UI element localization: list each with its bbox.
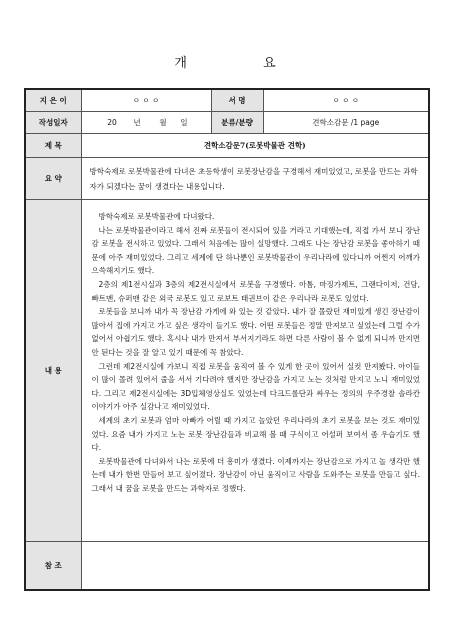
content-paragraph: 로봇들을 보니까 내가 꼭 장난감 가게에 와 있는 것 같았다. 내가 잘 몰랐던 재미있게 생긴 장난감이 많아서 집에 가지고 가고 싶은 생각이 들기도 했다. 어떤 로봇들은 정말 만져보고 싶었는데 그럴 수가 없어서 아쉽기도 했다. 혹시나 내가 만져서 부서지기라도 하면 다른 사람이 볼 수 없게 되니까 만지면 안 된다는 것을 잘 알고 있기 때문에 꼭 참았다. xyxy=(91,307,420,357)
document-title: 개 요 xyxy=(174,56,312,71)
subject-value: 견학소감문7(로봇박물관 견학) xyxy=(81,134,429,158)
content-label: 내 용 xyxy=(25,200,81,542)
rank-label: 서 명 xyxy=(211,89,263,112)
summary-form-table xyxy=(24,88,430,591)
content-paragraph: 방학숙제로 로봇박물관에 다녀왔다. xyxy=(98,212,215,221)
reference-value xyxy=(81,542,429,590)
date-day-unit: 일 xyxy=(180,118,188,127)
date-label: 작성일자 xyxy=(25,112,81,134)
content-paragraph: 세계의 초기 로봇과 엄마 아빠가 어릴 때 가지고 놀았던 우리나라의 초기 로봇을 보는 것도 재미있었다. 요즘 내가 가지고 노는 로봇 장난감들과 비교해 볼 때 구식이고 어설퍼 보여서 좀 우습기도 했다. xyxy=(91,415,420,453)
category-value: 견학소감문 /1 page xyxy=(263,112,429,134)
date-year: 20 xyxy=(107,118,117,127)
author-label: 지 은 이 xyxy=(25,89,81,112)
subject-label: 제 목 xyxy=(25,134,81,158)
date-month-unit: 월 xyxy=(159,118,167,127)
content-paragraph: 그런데 제2전시실에 가보니 직접 로봇을 움직여 볼 수 있게 한 곳이 있어서 실컷 만져봤다. 아이들이 많이 몰려 있어서 줄을 서서 기다려야 했지만 장난감을 가지고 노는 것처럼 만지고 노니 재미있었다. 그리고 제2전시실에는 3D입체영상실도 있었는데 다크드롤단과 싸우는 정의의 우주경찰 솔라칸 이야기가 아주 실감나고 재미있었다. xyxy=(91,361,420,412)
rank-value: ㅇ ㅇ ㅇ xyxy=(263,89,429,112)
category-label: 분류/분량 xyxy=(211,112,263,134)
reference-label: 참 조 xyxy=(25,542,81,590)
date-year-unit: 년 xyxy=(133,118,141,127)
content-paragraph: 2층의 제1전시실과 3층의 제2전시실에서 로봇을 구경했다. 아톰, 마징가제트, 그랜다이저, 건담, 빠트맨, 슈퍼맨 같은 외국 로봇도 있고 로보트 태권브이 같은 우리나라 로봇도 있었다. xyxy=(91,279,420,303)
author-value: ㅇ ㅇ ㅇ xyxy=(81,89,211,112)
content-body xyxy=(81,200,429,542)
content-paragraph: 로봇박물관에 다녀와서 나는 로봇에 더 흥미가 생겼다. 이제까지는 장난감으로 가지고 놀 생각만 했는데 내가 한번 만들어 보고 싶어졌다. 장난감이 아닌 움직이고 사람을 도와주는 로봇을 만들고 싶다. 그래서 내 꿈을 로봇을 만드는 과학자로 정했다. xyxy=(91,456,420,493)
date-value xyxy=(81,112,211,134)
content-paragraph: 나는 로봇박물관이라고 해서 진짜 로봇들이 전시되어 있을 거라고 기대했는데, 직접 가서 보니 장난감 로봇을 전시하고 있었다. 그래서 처음에는 많이 실망했다. 그래도 나는 장난감 로봇을 좋아하기 때문에 아주 재미있었다. 그리고 세계에 단 하나뿐인 로봇박물관이 우리나라에 있다니까 어쩐지 어깨가 으쓱해지기도 했다. xyxy=(91,225,420,276)
summary-text: 방학숙제로 로봇박물관에 다녀온 초등학생이 로봇장난감을 구경해서 재미있었고, 로봇을 만드는 과학자가 되겠다는 꿈이 생겼다는 내용입니다. xyxy=(81,158,429,200)
summary-label: 요 약 xyxy=(25,158,81,200)
